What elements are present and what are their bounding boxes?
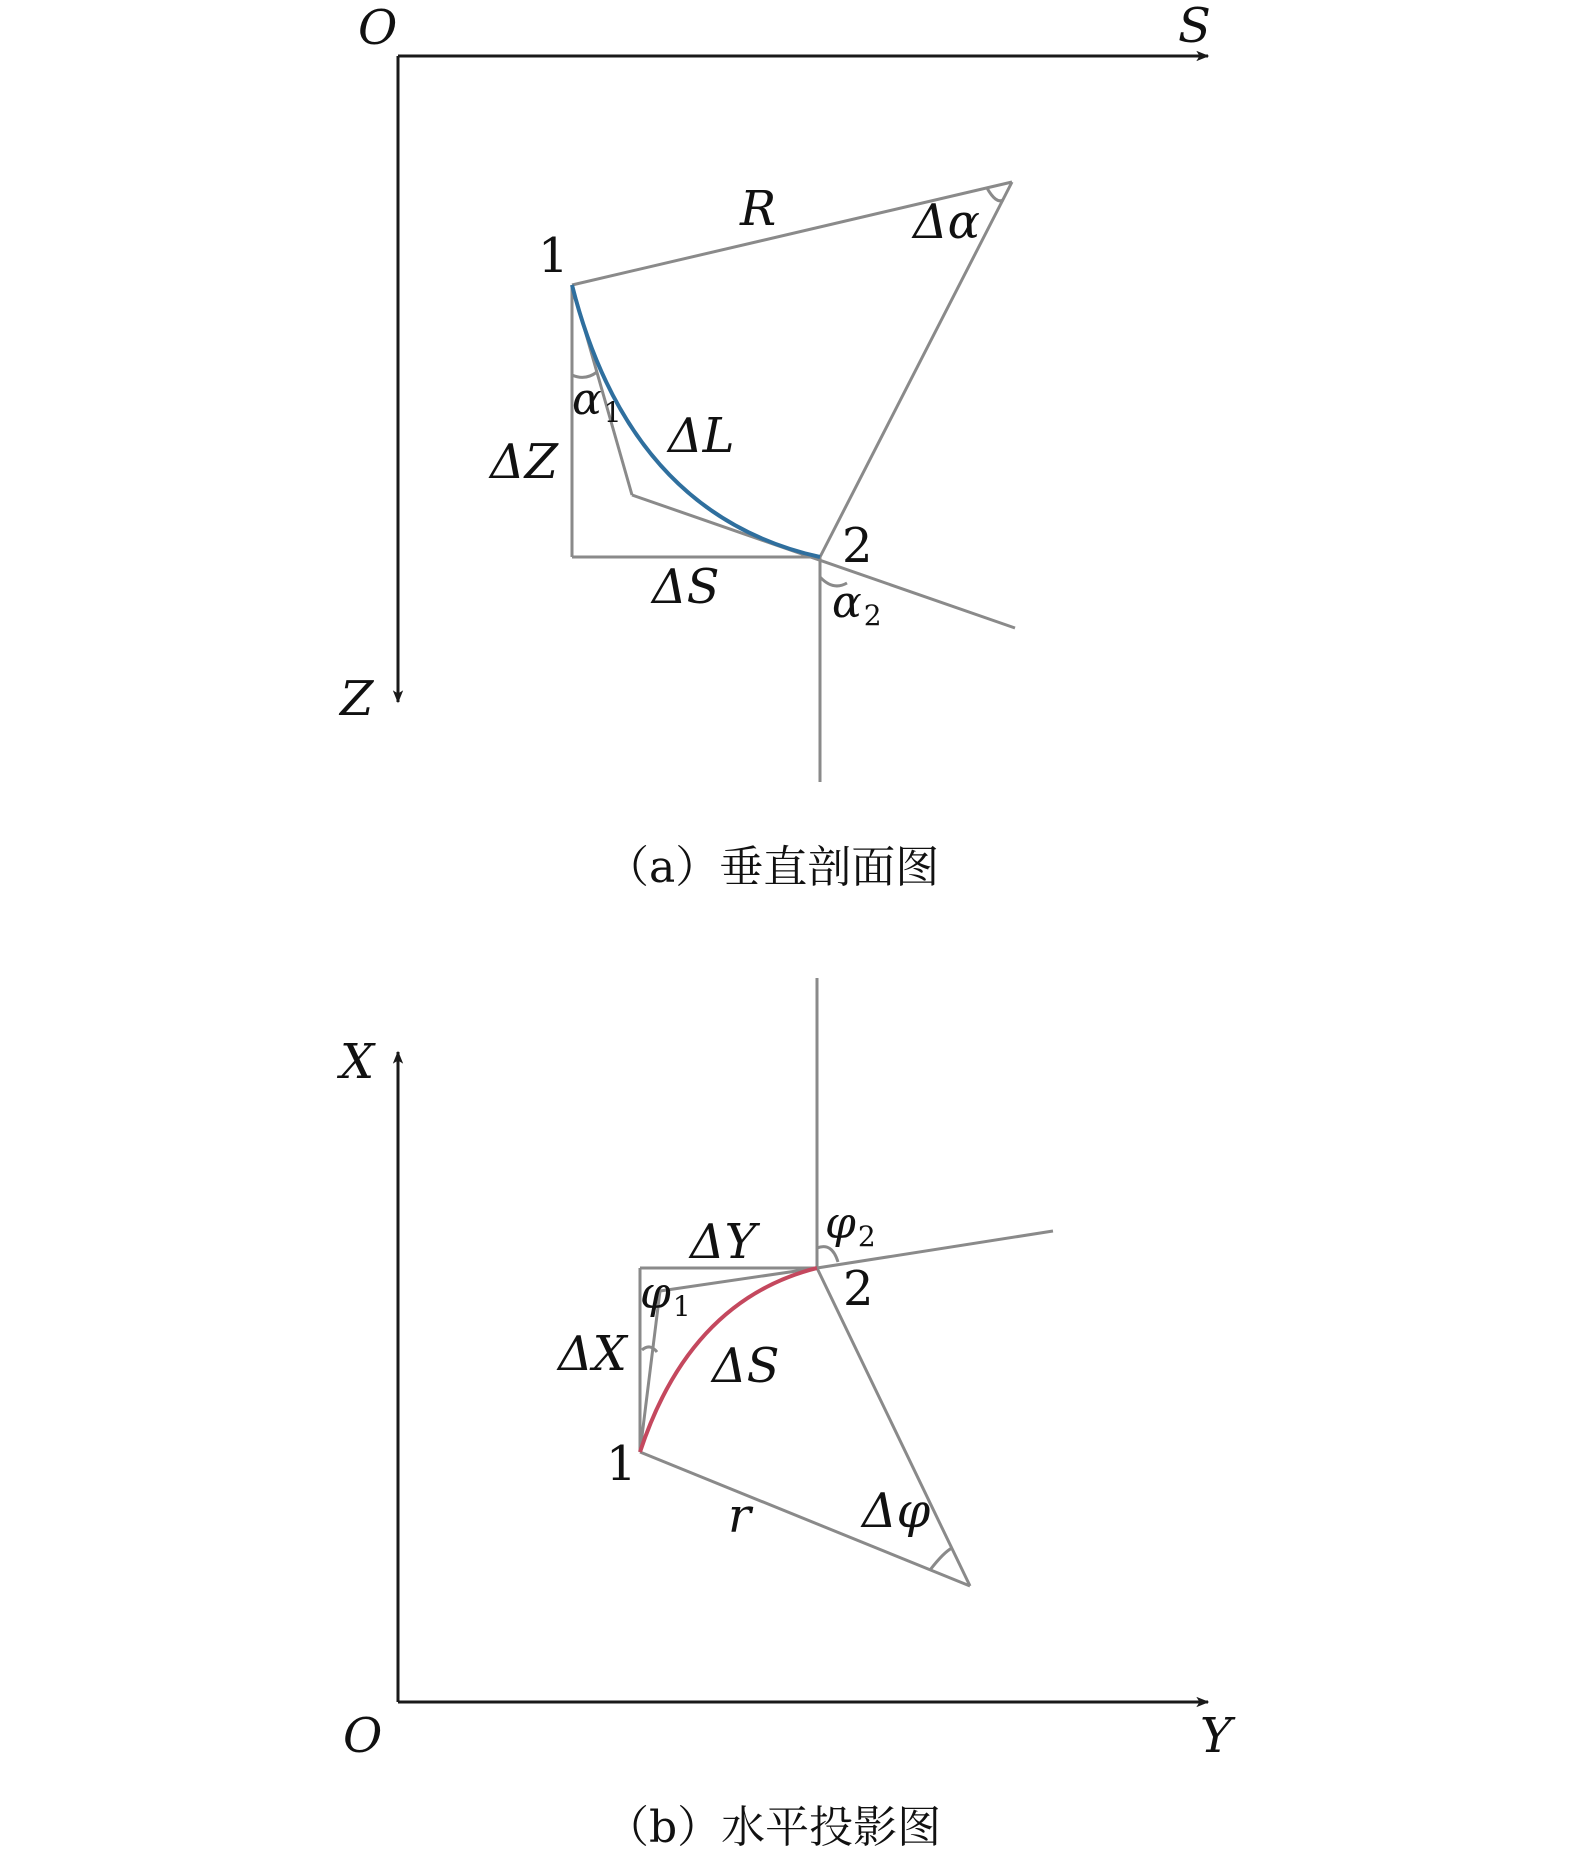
axis-y-label: Y <box>1200 1708 1232 1764</box>
phi-1-arc-mark <box>642 1347 657 1352</box>
delta-s-label-b: ΔS <box>712 1338 780 1394</box>
axis-origin-label-b: O <box>343 1708 383 1764</box>
caption-b: （b）水平投影图 <box>605 1802 942 1853</box>
delta-z-label: ΔZ <box>490 434 559 490</box>
axis-z-label: Z <box>340 671 374 727</box>
panel-b-horizontal-projection <box>336 978 1236 1853</box>
delta-l-label: ΔL <box>668 408 735 464</box>
delta-y-label: ΔY <box>690 1214 757 1270</box>
axis-origin-label-a: O <box>358 0 398 56</box>
alpha-1-label: α1 <box>572 374 622 429</box>
delta-phi-arc-mark <box>930 1548 952 1570</box>
radius-label-b: r <box>728 1488 751 1544</box>
caption-a: （a）垂直剖面图 <box>605 842 940 893</box>
chord-line-b <box>660 1268 817 1291</box>
axis-x-label: X <box>340 1034 375 1090</box>
point-1-label-b: 1 <box>606 1436 637 1492</box>
radius-label-a: R <box>740 181 777 237</box>
point-2-label-a: 2 <box>842 518 873 574</box>
axis-s-label: S <box>1178 0 1211 54</box>
delta-s-label-a: ΔS <box>652 559 720 615</box>
phi-2-label: φ2 <box>825 1198 876 1253</box>
panel-a-vertical-profile <box>338 0 1211 893</box>
point-1-label-a: 1 <box>538 228 569 284</box>
alpha-2-label: α2 <box>832 577 882 632</box>
phi-1-label: φ1 <box>640 1268 691 1323</box>
delta-alpha-label: Δα <box>913 194 981 250</box>
point-2-label-b: 2 <box>843 1261 874 1317</box>
delta-x-label: ΔX <box>558 1326 627 1382</box>
delta-phi-label: Δφ <box>862 1483 931 1539</box>
delta-alpha-arc-mark <box>987 188 1003 201</box>
